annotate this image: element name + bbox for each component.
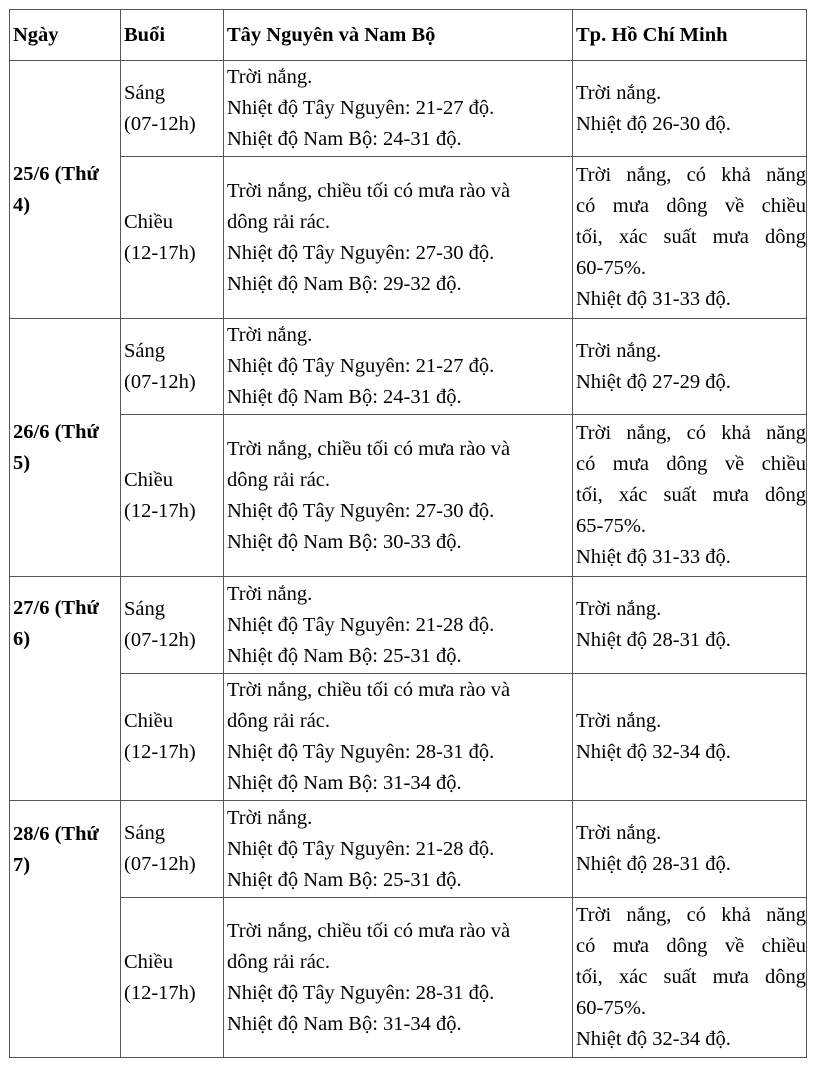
table-row — [10, 157, 807, 319]
header-date: Ngày — [10, 10, 121, 61]
header-hcm: Tp. Hồ Chí Minh — [573, 10, 807, 61]
table-row — [10, 898, 807, 1058]
table-row — [10, 61, 807, 157]
date-cell: 26/6 (Thứ 5) — [10, 319, 121, 577]
date-cell: 28/6 (Thứ 7) — [10, 801, 121, 1058]
session-cell: Sáng (07-12h) — [121, 577, 224, 674]
hcm-forecast: Trời nắng, có khả năng có mưa dông về chiều tối, xác suất mưa dông 65-75%. Nhiệt độ 31-33 độ. — [573, 415, 807, 577]
session-cell: Sáng (07-12h) — [121, 319, 224, 415]
table-row — [10, 674, 807, 801]
session-cell: Chiều (12-17h) — [121, 415, 224, 577]
region-forecast: Trời nắng, chiều tối có mưa rào và dông rải rác. Nhiệt độ Tây Nguyên: 27-30 độ. Nhiệt độ Nam Bộ: 29-32 độ. — [224, 157, 573, 319]
region-forecast: Trời nắng. Nhiệt độ Tây Nguyên: 21-27 độ. Nhiệt độ Nam Bộ: 24-31 độ. — [224, 61, 573, 157]
region-forecast: Trời nắng. Nhiệt độ Tây Nguyên: 21-27 độ. Nhiệt độ Nam Bộ: 24-31 độ. — [224, 319, 573, 415]
table-row — [10, 577, 807, 674]
header-session: Buổi — [121, 10, 224, 61]
region-forecast: Trời nắng. Nhiệt độ Tây Nguyên: 21-28 độ. Nhiệt độ Nam Bộ: 25-31 độ. — [224, 577, 573, 674]
region-forecast: Trời nắng, chiều tối có mưa rào và dông rải rác. Nhiệt độ Tây Nguyên: 27-30 độ. Nhiệt độ Nam Bộ: 30-33 độ. — [224, 415, 573, 577]
date-cell: 25/6 (Thứ 4) — [10, 61, 121, 319]
hcm-forecast: Trời nắng. Nhiệt độ 27-29 độ. — [573, 319, 807, 415]
region-forecast: Trời nắng. Nhiệt độ Tây Nguyên: 21-28 độ. Nhiệt độ Nam Bộ: 25-31 độ. — [224, 801, 573, 898]
hcm-forecast: Trời nắng, có khả năng có mưa dông về chiều tối, xác suất mưa dông 60-75%. Nhiệt độ 31-33 độ. — [573, 157, 807, 319]
date-cell: 27/6 (Thứ 6) — [10, 577, 121, 801]
region-forecast: Trời nắng, chiều tối có mưa rào và dông rải rác. Nhiệt độ Tây Nguyên: 28-31 độ. Nhiệt độ Nam Bộ: 31-34 độ. — [224, 674, 573, 801]
hcm-forecast: Trời nắng. Nhiệt độ 32-34 độ. — [573, 674, 807, 801]
hcm-forecast: Trời nắng. Nhiệt độ 28-31 độ. — [573, 801, 807, 898]
session-cell: Chiều (12-17h) — [121, 157, 224, 319]
session-cell: Sáng (07-12h) — [121, 61, 224, 157]
weather-forecast-table — [9, 9, 807, 1058]
header-row — [10, 10, 807, 61]
session-cell: Chiều (12-17h) — [121, 674, 224, 801]
region-forecast: Trời nắng, chiều tối có mưa rào và dông rải rác. Nhiệt độ Tây Nguyên: 28-31 độ. Nhiệt độ Nam Bộ: 31-34 độ. — [224, 898, 573, 1058]
table-row — [10, 415, 807, 577]
table-row — [10, 319, 807, 415]
header-region: Tây Nguyên và Nam Bộ — [224, 10, 573, 61]
session-cell: Chiều (12-17h) — [121, 898, 224, 1058]
hcm-forecast: Trời nắng, có khả năng có mưa dông về chiều tối, xác suất mưa dông 60-75%. Nhiệt độ 32-34 độ. — [573, 898, 807, 1058]
hcm-forecast: Trời nắng. Nhiệt độ 26-30 độ. — [573, 61, 807, 157]
session-cell: Sáng (07-12h) — [121, 801, 224, 898]
hcm-forecast: Trời nắng. Nhiệt độ 28-31 độ. — [573, 577, 807, 674]
table-row — [10, 801, 807, 898]
